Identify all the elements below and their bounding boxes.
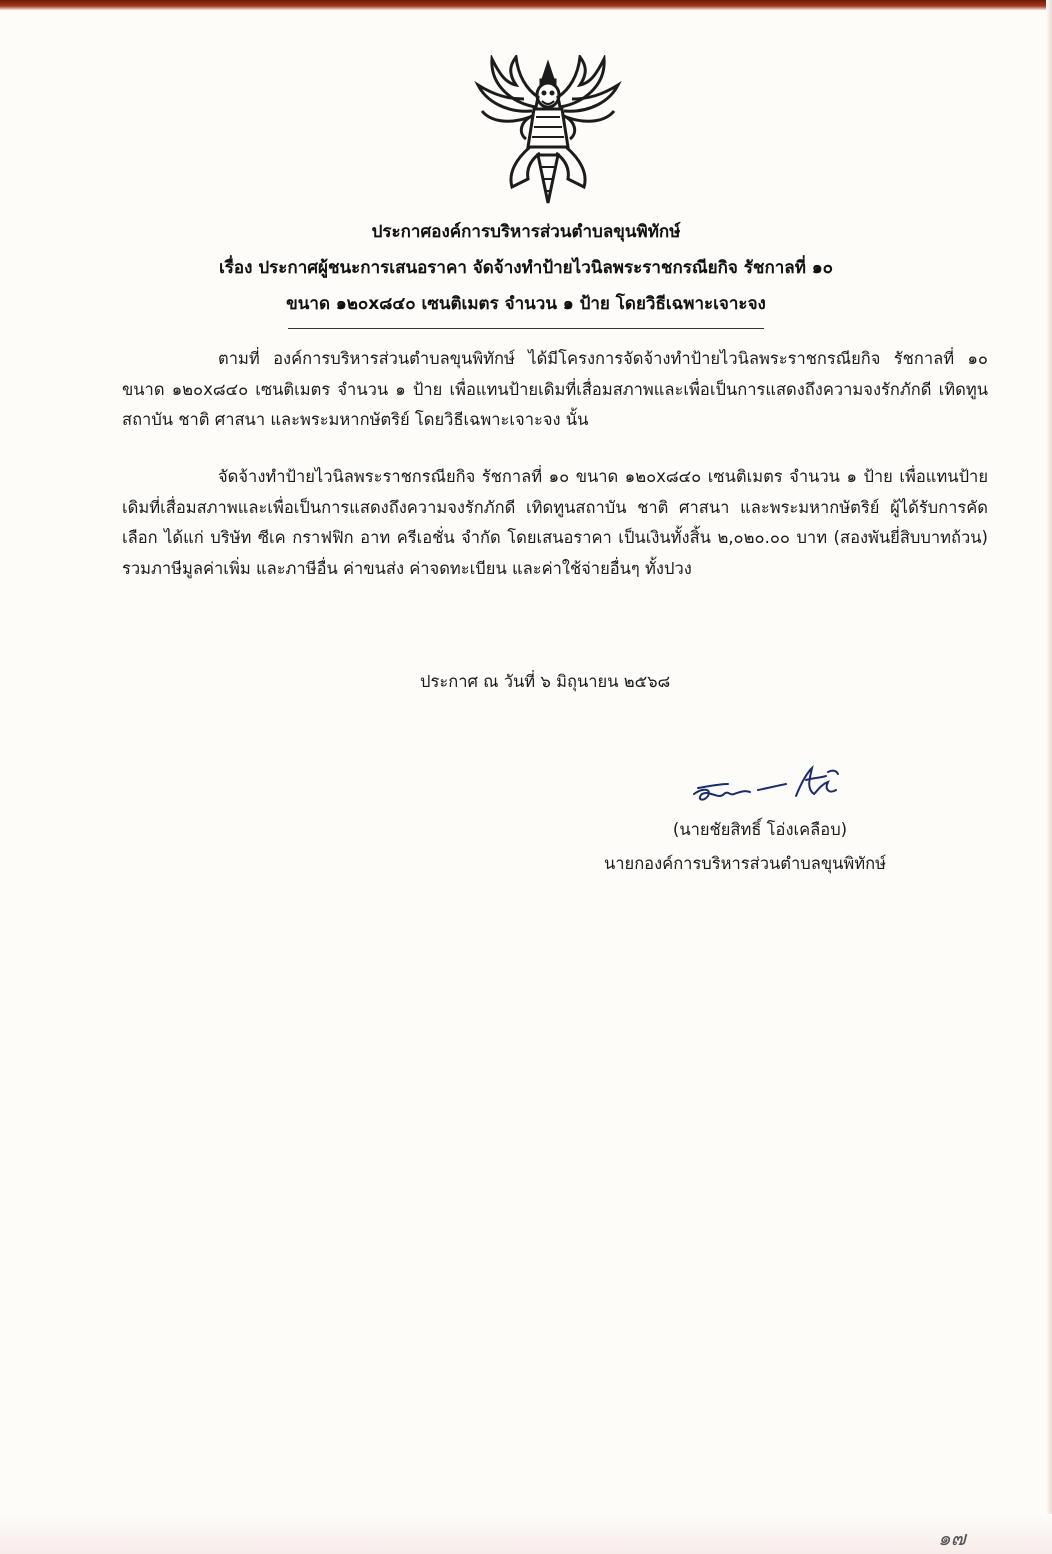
announcement-date: ประกาศ ณ วันที่ ๖ มิถุนายน ๒๕๖๘ — [420, 672, 671, 691]
signer-position: นายกองค์การบริหารส่วนตำบลขุนพิทักษ์ — [603, 854, 887, 873]
page-number-mark: ๑๗ — [938, 1526, 966, 1550]
announcement-subject: เรื่อง ประกาศผู้ชนะการเสนอราคา จัดจ้างทำป้ายไวนิลพระราชกรณียกิจ รัชกาลที่ ๑๐ — [218, 258, 834, 278]
announcement-detail: ขนาด ๑๒๐x๘๔๐ เซนติเมตร จำนวน ๑ ป้าย โดยวิธีเฉพาะเจาะจง — [286, 294, 766, 314]
signer-name: (นายชัยสิทธิ์ โอ่งเคลือบ) — [672, 820, 848, 839]
garuda-emblem-icon — [472, 55, 624, 205]
handwritten-signature-icon — [688, 760, 848, 810]
body-paragraph-1: ตามที่ องค์การบริหารส่วนตำบลขุนพิทักษ์ ได้มีโครงการจัดจ้างทำป้ายไวนิลพระราชกรณียกิจ รัชกาลที่ ๑๐ ขนาด ๑๒๐x๘๔๐ เซนติเมตร จำนวน ๑ ป้าย เพื่อแทนป้ายเดิมที่เสื่อมสภาพและเพื่อเป็นการแสดงถึงความจงรักภักดี เทิดทูนสถาบัน ชาติ ศาสนา และพระมหากษัตริย์ โดยวิธีเฉพาะเจาะจง นั้น — [122, 349, 988, 429]
page-bottom-shade — [0, 1514, 1052, 1554]
announcement-title: ประกาศองค์การบริหารส่วนตำบลขุนพิทักษ์ — [371, 222, 681, 242]
title-divider — [288, 328, 764, 329]
body-paragraph-2: จัดจ้างทำป้ายไวนิลพระราชกรณียกิจ รัชกาลที่ ๑๐ ขนาด ๑๒๐x๘๔๐ เซนติเมตร จำนวน ๑ ป้าย เพื่อแทนป้ายเดิมที่เสื่อมสภาพและเพื่อเป็นการแสดงถึงความจงรักภักดี เทิดทูนสถาบัน ชาติ ศาสนา และพระมหากษัตริย์ ผู้ได้รับการคัดเลือก ได้แก่ บริษัท ซีเค กราฟฟิก อาท ครีเอชั่น จำกัด โดยเสนอราคา เป็นเงินทั้งสิ้น ๒,๐๒๐.๐๐ บาท (สองพันยี่สิบบาทถ้วน) รวมภาษีมูลค่าเพิ่ม และภาษีอื่น ค่าขนส่ง ค่าจดทะเบียน และค่าใช้จ่ายอื่นๆ ทั้งปวง — [122, 467, 988, 578]
page-top-edge — [0, 0, 1052, 10]
